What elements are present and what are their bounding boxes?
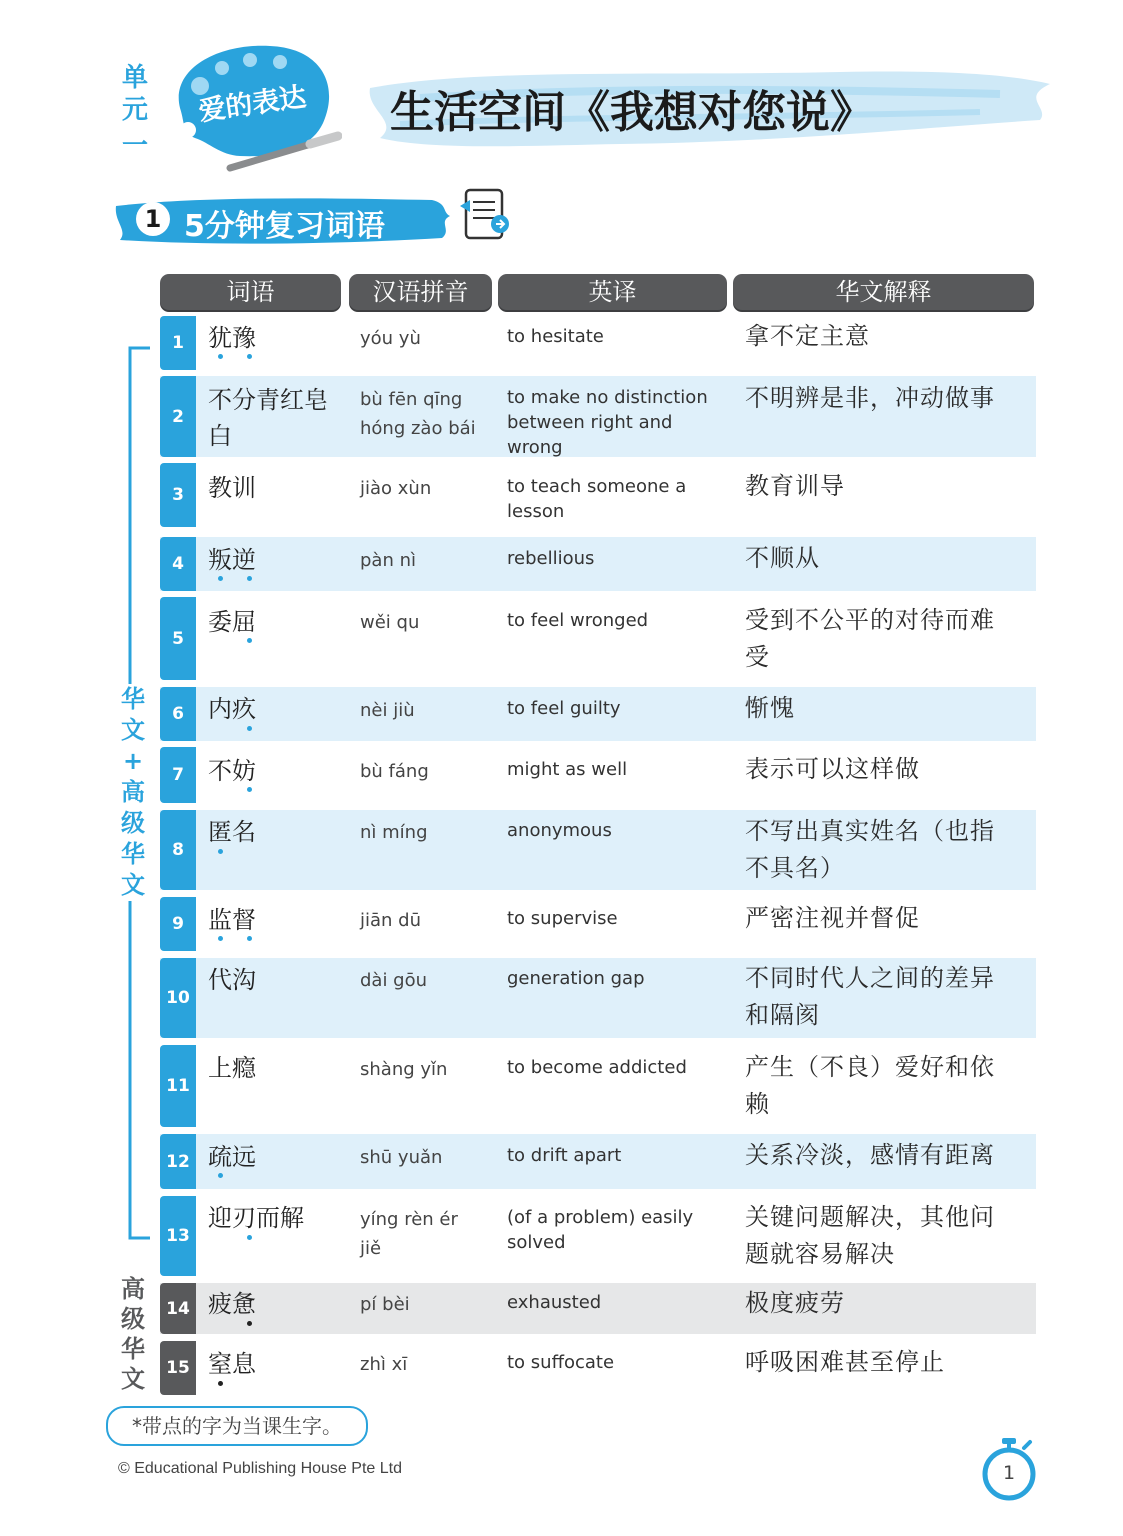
vocab-english: to become addicted xyxy=(507,1057,687,1078)
row-number: 5 xyxy=(160,597,196,680)
vocab-english: to drift apart xyxy=(507,1145,622,1166)
row-number: 2 xyxy=(160,376,196,457)
vocab-word: 监督 xyxy=(208,906,256,934)
row-number: 3 xyxy=(160,463,196,527)
page-title: 生活空间《我想对您说》 xyxy=(390,87,874,138)
vocab-word: 窒息 xyxy=(208,1350,256,1378)
vocab-explanation: 不写出真实姓名（也指不具名） xyxy=(745,817,995,882)
vocab-explanation: 表示可以这样做 xyxy=(745,755,920,783)
vocab-word: 不分青红皂白 xyxy=(208,386,328,450)
new-character-dot xyxy=(247,576,252,581)
vocab-pinyin: pàn nì xyxy=(360,550,416,571)
vocab-pinyin: bù fáng xyxy=(360,761,429,782)
new-character-dot xyxy=(218,576,223,581)
new-character-dot xyxy=(247,787,252,792)
row-number: 6 xyxy=(160,687,196,741)
row-number: 8 xyxy=(160,810,196,890)
vocab-word: 内疚 xyxy=(208,695,256,723)
vocab-pinyin: nèi jiù xyxy=(360,700,415,721)
page-number: 1 xyxy=(1002,1462,1016,1484)
theme-label: 爱的表达 xyxy=(196,81,309,128)
row-number: 12 xyxy=(160,1134,196,1189)
vocab-word: 教训 xyxy=(208,474,256,502)
vocab-pinyin: shàng yǐn xyxy=(360,1059,448,1080)
vocab-pinyin: zhì xī xyxy=(360,1354,408,1375)
copyright: © Educational Publishing House Pte Ltd xyxy=(118,1460,402,1477)
vocab-explanation: 不同时代人之间的差异和隔阂 xyxy=(745,964,995,1029)
vocab-pinyin: wěi qu xyxy=(360,612,420,633)
new-character-dot xyxy=(247,1321,252,1326)
vocab-explanation: 极度疲劳 xyxy=(745,1289,845,1317)
vocab-explanation: 惭愧 xyxy=(745,694,795,722)
new-character-dot xyxy=(247,354,252,359)
vocab-pinyin: jiào xùn xyxy=(360,478,432,499)
footnote: *带点的字为当课生字。 xyxy=(106,1406,368,1446)
vocab-word: 犹豫 xyxy=(208,324,256,352)
vocab-word: 疲惫 xyxy=(208,1290,256,1318)
vocab-explanation: 不明辨是非，冲动做事 xyxy=(745,384,995,412)
vocab-pinyin: bù fēn qīng hóng zào bái xyxy=(360,389,476,439)
vocab-explanation: 产生（不良）爱好和依赖 xyxy=(745,1053,995,1118)
vocab-word: 疏远 xyxy=(208,1143,256,1171)
new-character-dot xyxy=(247,936,252,941)
vocab-word: 上瘾 xyxy=(208,1054,256,1082)
vocab-pinyin: shū yuǎn xyxy=(360,1147,443,1168)
vocab-word: 叛逆 xyxy=(208,546,256,574)
vocab-explanation: 关键问题解决，其他问题就容易解决 xyxy=(745,1203,995,1268)
vocab-english: to teach someone a lesson xyxy=(507,476,687,522)
vocab-explanation: 关系冷淡，感情有距离 xyxy=(745,1141,995,1169)
vocab-explanation: 不顺从 xyxy=(745,544,820,572)
vocab-word: 委屈 xyxy=(208,608,256,636)
new-character-dot xyxy=(247,1235,252,1240)
vocab-explanation: 教育训导 xyxy=(745,472,845,500)
vocab-explanation: 拿不定主意 xyxy=(745,322,870,350)
column-header-word: 词语 xyxy=(160,274,341,310)
vocab-explanation: 呼吸困难甚至停止 xyxy=(745,1348,945,1376)
section-number: 1 xyxy=(136,202,170,236)
row-number: 11 xyxy=(160,1045,196,1127)
row-number: 4 xyxy=(160,537,196,591)
new-character-dot xyxy=(218,936,223,941)
vocab-english: to supervise xyxy=(507,908,618,929)
unit-label: 单 元 一 xyxy=(121,63,148,161)
vocab-pinyin: jiān dū xyxy=(360,910,421,931)
review-document-icon xyxy=(456,186,512,242)
vocab-english: rebellious xyxy=(507,548,595,569)
new-character-dot xyxy=(218,354,223,359)
column-header-explanation: 华文解释 xyxy=(733,274,1034,310)
new-character-dot xyxy=(218,1173,223,1178)
column-header-pinyin: 汉语拼音 xyxy=(349,274,492,310)
row-number: 15 xyxy=(160,1341,196,1395)
new-character-dot xyxy=(247,638,252,643)
new-character-dot xyxy=(218,1381,223,1386)
vocab-english: (of a problem) easily solved xyxy=(507,1207,694,1253)
vocab-word: 不妨 xyxy=(208,757,256,785)
row-number: 1 xyxy=(160,316,196,370)
vocab-english: to hesitate xyxy=(507,326,604,347)
new-character-dot xyxy=(247,726,252,731)
row-number: 13 xyxy=(160,1196,196,1276)
row-number: 9 xyxy=(160,897,196,951)
vocab-english: to make no distinction between right and wrong xyxy=(507,387,708,458)
side-label-higher-chinese: 高 级 华 文 xyxy=(121,1275,145,1393)
row-number: 7 xyxy=(160,747,196,803)
vocab-pinyin: dài gōu xyxy=(360,970,428,991)
vocab-english: to feel wronged xyxy=(507,610,649,631)
vocab-explanation: 受到不公平的对待而难受 xyxy=(745,606,995,671)
column-header-english: 英译 xyxy=(498,274,727,310)
vocab-pinyin: pí bèi xyxy=(360,1294,410,1315)
vocab-english: might as well xyxy=(507,759,628,780)
vocab-explanation: 严密注视并督促 xyxy=(745,904,920,932)
vocab-word: 匿名 xyxy=(208,818,256,846)
vocab-pinyin: yíng rèn ér jiě xyxy=(360,1209,458,1259)
vocab-pinyin: nì míng xyxy=(360,822,428,843)
row-number: 14 xyxy=(160,1283,196,1334)
new-character-dot xyxy=(218,849,223,854)
side-label-chinese-and-higher-chinese: 华 文 + 高 级 华 文 xyxy=(116,684,150,901)
section-title: 5分钟复习词语 xyxy=(184,209,385,244)
vocab-english: to feel guilty xyxy=(507,698,621,719)
vocab-word: 代沟 xyxy=(208,966,256,994)
row-number: 10 xyxy=(160,958,196,1038)
vocab-pinyin: yóu yù xyxy=(360,328,421,349)
vocab-english: generation gap xyxy=(507,968,645,989)
vocab-english: exhausted xyxy=(507,1292,602,1313)
vocab-word: 迎刃而解 xyxy=(208,1204,304,1232)
vocab-english: to suffocate xyxy=(507,1352,615,1373)
vocab-english: anonymous xyxy=(507,820,612,841)
